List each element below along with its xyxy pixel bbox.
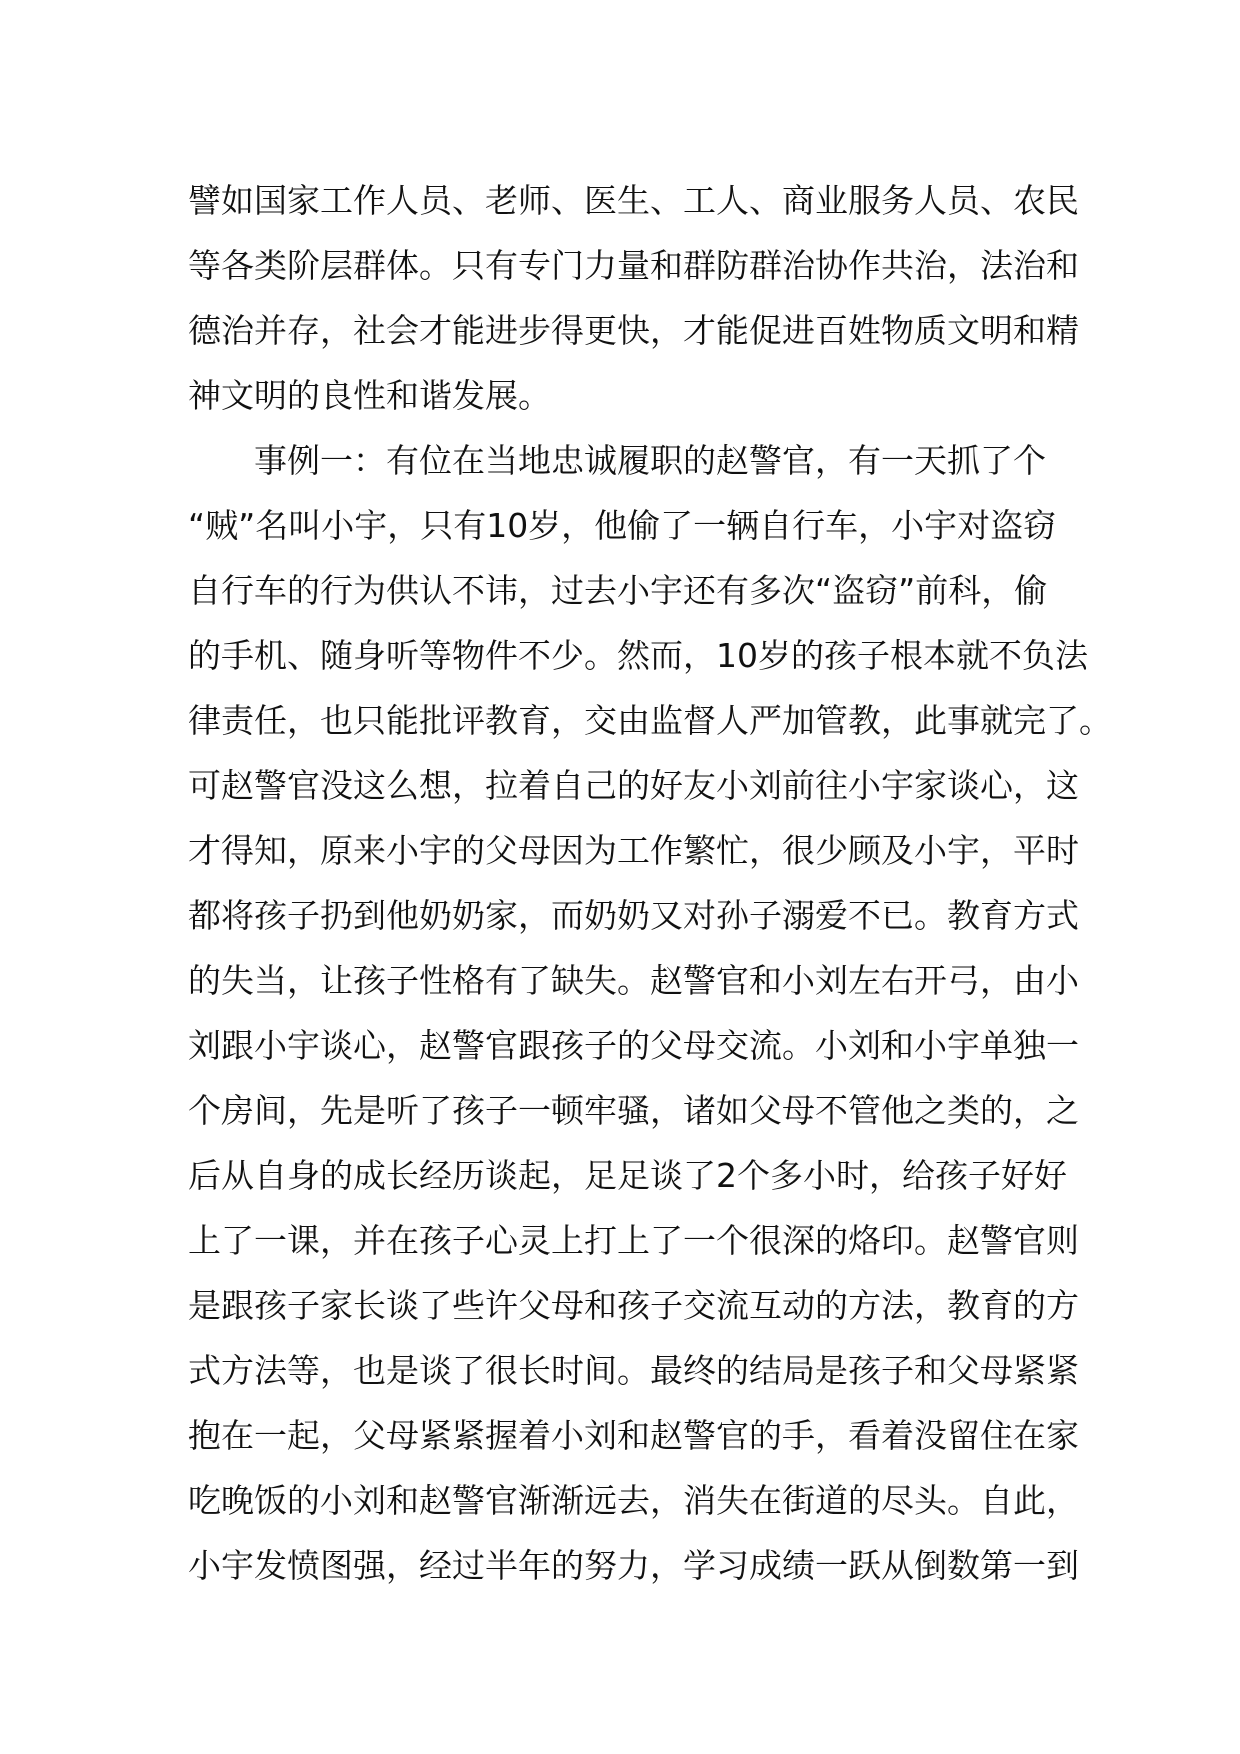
text-line: 都将孩子扔到他奶奶家，而奶奶又对孙子溺爱不已。教育方式 [188,896,1079,935]
body-text [188,168,1112,1598]
text-line: “贼”名叫小宇，只有10岁，他偷了一辆自行车，小宇对盗窃 [188,506,1057,545]
text-line: 的手机、随身听等物件不少。然而，10岁的孩子根本就不负法 [188,636,1088,675]
text-line: 譬如国家工作人员、老师、医生、工人、商业服务人员、农民 [188,181,1079,220]
text-line: 吃晚饭的小刘和赵警官渐渐远去，消失在街道的尽头。自此， [188,1481,1079,1520]
text-line: 可赵警官没这么想，拉着自己的好友小刘前往小宇家谈心，这 [188,766,1079,805]
text-line: 神文明的良性和谐发展。 [188,376,551,415]
text-line: 自行车的行为供认不讳，过去小宇还有多次“盗窃”前科，偷 [188,571,1048,610]
text-line: 是跟孩子家长谈了些许父母和孩子交流互动的方法，教育的方 [188,1286,1079,1325]
text-line: 后从自身的成长经历谈起，足足谈了2个多小时，给孩子好好 [188,1156,1067,1195]
text-line: 上了一课，并在孩子心灵上打上了一个很深的烙印。赵警官则 [188,1221,1079,1260]
text-line: 小宇发愤图强，经过半年的努力，学习成绩一跃从倒数第一到 [188,1546,1079,1585]
text-line: 才得知，原来小宇的父母因为工作繁忙，很少顾及小宇，平时 [188,831,1079,870]
text-line: 德治并存，社会才能进步得更快，才能促进百姓物质文明和精 [188,311,1079,350]
text-line: 式方法等，也是谈了很长时间。最终的结局是孩子和父母紧紧 [188,1351,1079,1390]
text-line: 的失当，让孩子性格有了缺失。赵警官和小刘左右开弓，由小 [188,961,1079,1000]
paragraph-1 [188,168,1088,428]
text-line: 等各类阶层群体。只有专门力量和群防群治协作共治，法治和 [188,246,1079,285]
text-line: 事例一：有位在当地忠诚履职的赵警官，有一天抓了个 [188,441,1046,480]
text-line: 抱在一起，父母紧紧握着小刘和赵警官的手，看着没留住在家 [188,1416,1079,1455]
paragraph-2 [188,428,1112,1598]
text-line: 刘跟小宇谈心，赵警官跟孩子的父母交流。小刘和小宇单独一 [188,1026,1079,1065]
text-line: 个房间，先是听了孩子一顿牢骚，诸如父母不管他之类的，之 [188,1091,1079,1130]
text-line: 律责任，也只能批评教育，交由监督人严加管教，此事就完了。 [188,701,1112,740]
